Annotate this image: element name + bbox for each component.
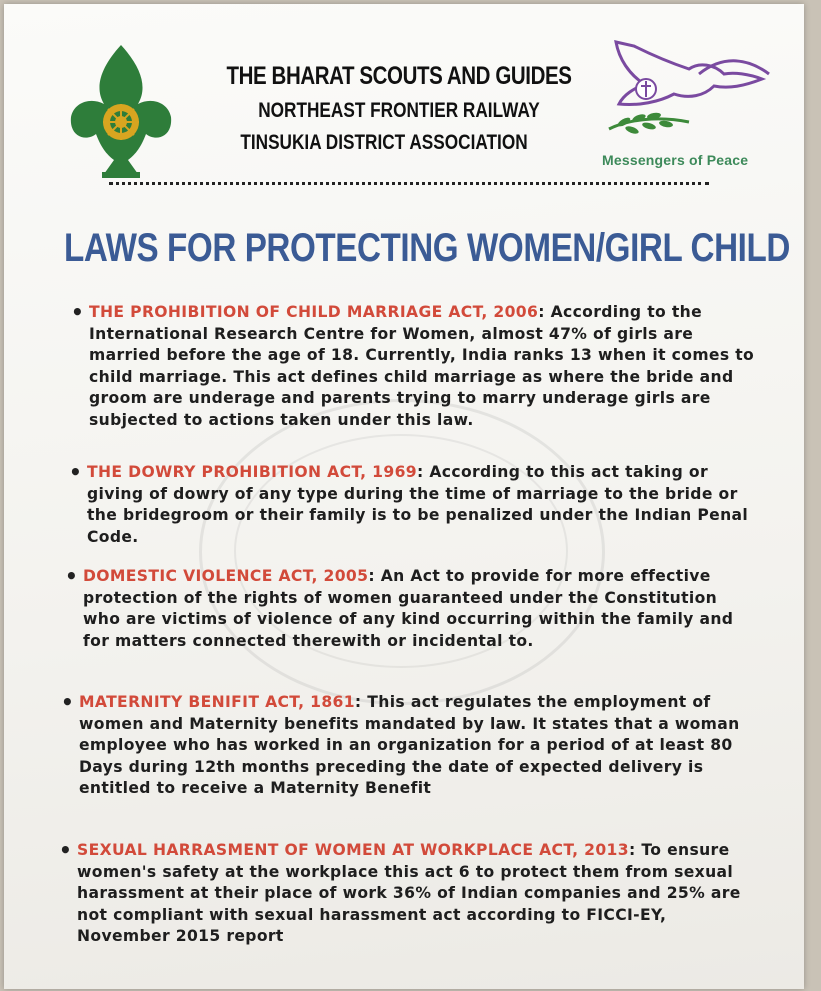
law-item-sexual-harassment [59, 840, 749, 948]
messengers-of-peace-caption: Messengers of Peace [602, 152, 749, 168]
scouts-emblem-icon [66, 42, 176, 187]
law-body: : This act regulates the employment of women and Maternity benefits mandated by law. It states that a woman employee who has worked in an organization for a period of at least 80 Days during 12th months preceding the date of expected delivery is entitled to receive a Maternity Benefit [79, 693, 740, 797]
law-item-child-marriage [71, 302, 761, 431]
district-association: TINSUKIA DISTRICT ASSOCIATION [240, 131, 528, 154]
law-body: : To ensure women's safety at the workplace this act 6 to protect them from sexual harassment at their place of work 36% of Indian companies and 25% are not compliant with sexual harassment act according to FICCI-EY, November 2015 report [77, 841, 741, 945]
header-block [184, 62, 614, 155]
bullet-icon: • [59, 838, 73, 862]
law-title: DOMESTIC VIOLENCE ACT, 2005 [83, 567, 369, 585]
law-body: : An Act to provide for more effective protection of the rights of women guaranteed under the Constitution who are victims of violence of any kind occurring within the family and for matters connected therewith or incidental to. [83, 567, 734, 650]
law-item-dowry [69, 462, 759, 548]
railway-name: NORTHEAST FRONTIER RAILWAY [258, 99, 540, 122]
flyer-page [4, 4, 804, 989]
law-item-maternity [61, 692, 751, 800]
bullet-icon: • [61, 690, 75, 714]
page-title: LAWS FOR PROTECTING WOMEN/GIRL CHILD [64, 226, 790, 270]
org-name: THE BHARAT SCOUTS AND GUIDES [226, 62, 572, 90]
bullet-icon: • [71, 300, 85, 324]
law-body: : According to the International Research Centre for Women, almost 47% of girls are married before the age of 18. Currently, India ranks 13 when it comes to child marriage. This act defines child marriage as where the bride and groom are underage and parents trying to marry underage girls are subjected to actions taken under this law. [89, 303, 755, 429]
law-title: THE DOWRY PROHIBITION ACT, 1969 [87, 463, 417, 481]
law-item-domestic-violence [65, 566, 755, 652]
law-title: MATERNITY BENIFIT ACT, 1861 [79, 693, 355, 711]
bullet-icon: • [65, 564, 79, 588]
bullet-icon: • [69, 460, 83, 484]
law-title: THE PROHIBITION OF CHILD MARRIAGE ACT, 2006 [89, 303, 539, 321]
law-title: SEXUAL HARRASMENT OF WOMEN AT WORKPLACE ACT, 2013 [77, 841, 629, 859]
law-body: : According to this act taking or giving of dowry of any type during the time of marriage to the bride or the bridegroom or their family is to be penalized under the Indian Penal Code. [87, 463, 749, 546]
dotted-divider [109, 182, 709, 189]
messengers-of-peace-dove-icon [604, 34, 774, 149]
